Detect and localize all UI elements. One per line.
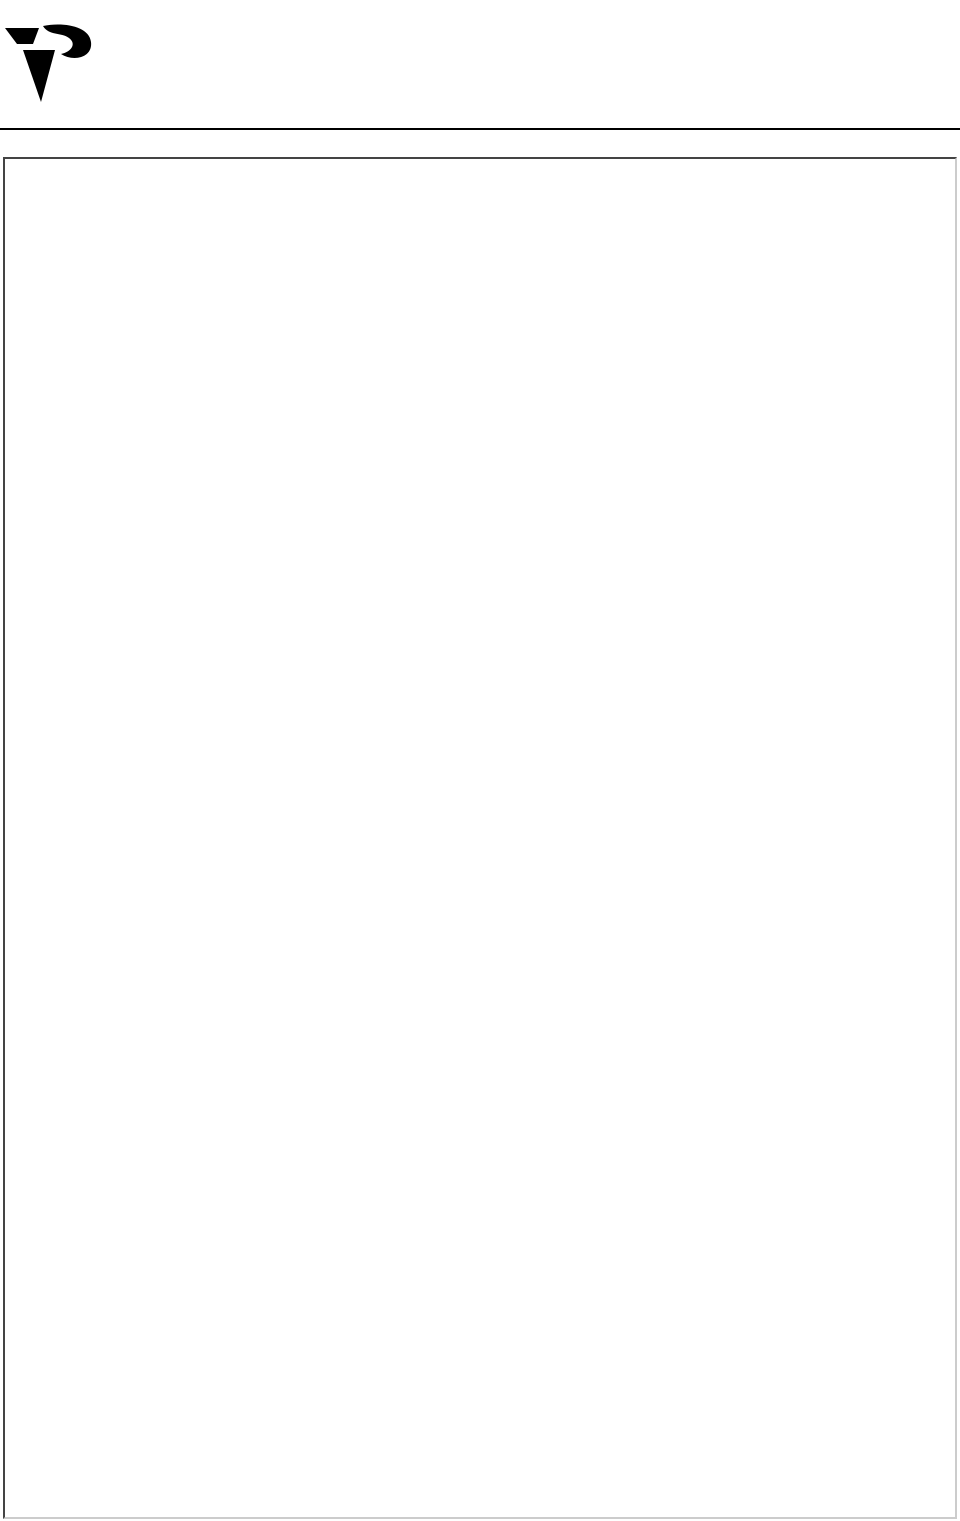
logo-emblem-icon [3, 22, 95, 106]
vastra-gotalandsregionen-logo [3, 22, 388, 106]
balance-sheet-table [3, 157, 957, 1519]
header-rule [0, 128, 960, 130]
